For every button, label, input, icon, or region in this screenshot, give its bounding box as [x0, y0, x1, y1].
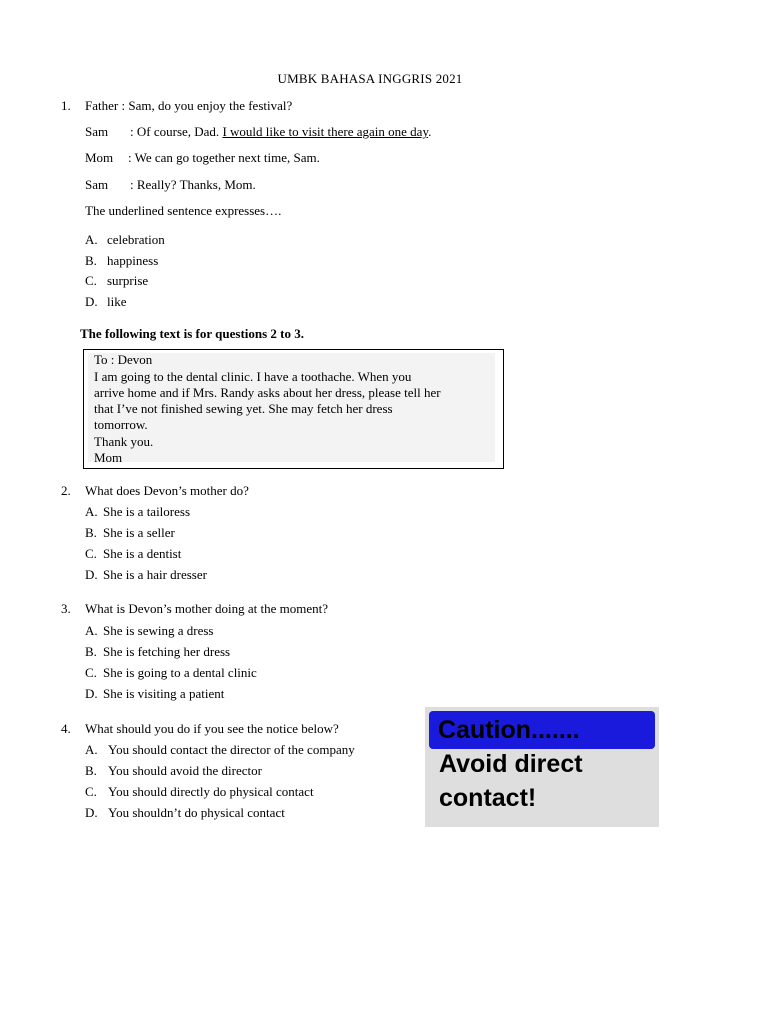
option-text: You shouldn’t do physical contact	[108, 805, 285, 820]
note-line: that I’ve not finished sewing yet. She may fetch her dress	[94, 401, 393, 416]
option-text: surprise	[107, 273, 149, 288]
page-title: UMBK BAHASA INGGRIS 2021	[277, 71, 463, 86]
dialog-line	[128, 150, 320, 166]
option-text: celebration	[107, 232, 165, 247]
option-letter: A.	[85, 742, 98, 757]
option-text: You should avoid the director	[108, 763, 262, 778]
dialog-separator: :	[118, 98, 129, 113]
option-text: She is a dentist	[103, 546, 182, 561]
notice-line: contact!	[439, 784, 537, 812]
question-number: 3.	[61, 601, 71, 616]
option-letter: C.	[85, 665, 97, 680]
option-text: She is a tailoress	[103, 504, 191, 519]
option-letter: C.	[85, 784, 97, 799]
option-letter: A.	[85, 504, 98, 519]
question-prompt: What should you do if you see the notice below?	[85, 721, 339, 736]
dialog-text: Of course, Dad.	[136, 124, 223, 139]
option-letter: D.	[85, 567, 98, 582]
dialog-separator: :	[128, 150, 135, 165]
question-number: 4.	[61, 721, 71, 736]
notice-line: Avoid direct	[439, 750, 583, 778]
dialog-line	[130, 124, 431, 140]
option-letter: B.	[85, 763, 97, 778]
passage-heading: The following text is for questions 2 to 3.	[80, 326, 305, 341]
option-letter: D.	[85, 294, 98, 309]
dialog-separator: :	[130, 177, 137, 192]
option-letter: D.	[85, 686, 98, 701]
option-text: You should directly do physical contact	[108, 784, 314, 799]
option-text: She is fetching her dress	[103, 644, 231, 659]
note-box	[83, 349, 504, 469]
note-line: tomorrow.	[94, 417, 148, 432]
question-number: 2.	[61, 483, 71, 498]
option-letter: A.	[85, 623, 98, 638]
option-text: She is a seller	[103, 525, 175, 540]
option-text: She is going to a dental clinic	[103, 665, 257, 680]
note-line: Thank you.	[94, 434, 154, 449]
note-line: Mom	[94, 450, 123, 465]
option-letter: B.	[85, 253, 97, 268]
option-text: happiness	[107, 253, 159, 268]
dialog-speaker: Sam	[85, 177, 109, 192]
note-line: arrive home and if Mrs. Randy asks about her dress, please tell her	[94, 385, 441, 400]
dialog-line	[130, 177, 256, 193]
dialog-speaker: Mom	[85, 150, 114, 165]
note-line: To : Devon	[94, 352, 153, 367]
underlined-sentence: I would like to visit there again one day	[222, 124, 429, 139]
question-prompt: What does Devon’s mother do?	[85, 483, 249, 498]
option-text: She is visiting a patient	[103, 686, 225, 701]
note-line: I am going to the dental clinic. I have a toothache. When you	[94, 369, 412, 384]
dialog-text-end: .	[428, 124, 432, 139]
option-text: She is a hair dresser	[103, 567, 207, 582]
dialog-speaker: Sam	[85, 124, 109, 139]
dialog-text: Really? Thanks, Mom.	[136, 177, 256, 192]
option-letter: C.	[85, 546, 97, 561]
option-letter: D.	[85, 805, 98, 820]
option-letter: B.	[85, 644, 97, 659]
dialog-text: We can go together next time, Sam.	[134, 150, 320, 165]
option-letter: C.	[85, 273, 97, 288]
dialog-separator: :	[130, 124, 137, 139]
option-text: like	[107, 294, 127, 309]
dialog-line	[85, 98, 292, 114]
dialog-speaker: Father	[85, 98, 119, 113]
option-letter: A.	[85, 232, 98, 247]
question-prompt: What is Devon’s mother doing at the moment?	[85, 601, 328, 616]
option-letter: B.	[85, 525, 97, 540]
option-text: You should contact the director of the company	[108, 742, 355, 757]
dialog-text: Sam, do you enjoy the festival?	[128, 98, 293, 113]
question-prompt: The underlined sentence expresses….	[85, 203, 282, 218]
option-text: She is sewing a dress	[103, 623, 214, 638]
caution-banner: Caution.......	[429, 711, 655, 749]
caution-notice	[425, 707, 659, 827]
question-number: 1.	[61, 98, 71, 113]
